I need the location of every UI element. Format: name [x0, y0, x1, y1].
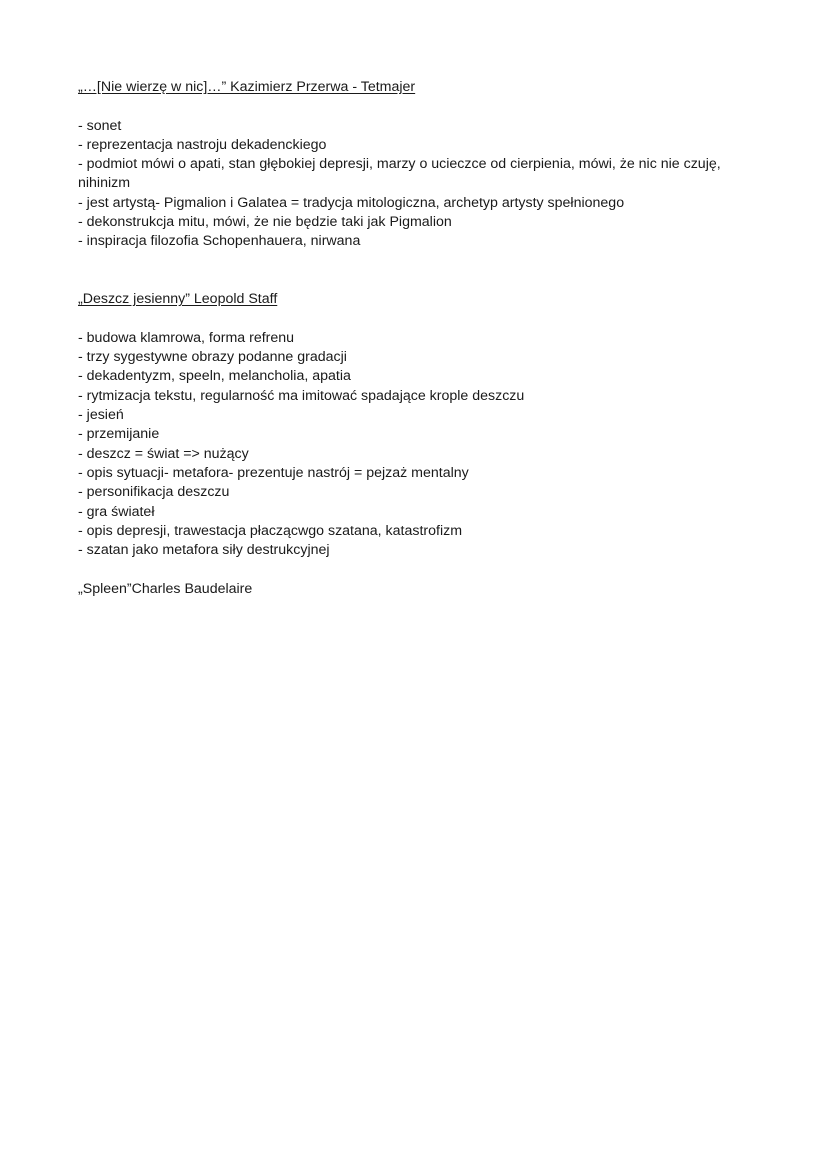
spacer	[78, 252, 756, 291]
document-body	[78, 78, 756, 599]
note-line: - przemijanie	[78, 426, 160, 443]
section-heading-staff: „Deszcz jesienny” Leopold Staff	[78, 291, 278, 308]
section-baudelaire	[78, 580, 756, 599]
note-line: - sonet	[78, 117, 122, 134]
section-heading-baudelaire: „Spleen”Charles Baudelaire	[78, 580, 253, 597]
note-line: - podmiot mówi o apati, stan głębokiej depresji, marzy o ucieczce od cierpienia, mówi, że nic nie czuję, nihinizm	[78, 156, 721, 192]
note-line: - gra świateł	[78, 503, 155, 520]
note-line: - inspiracja filozofia Schopenhauera, nirwana	[78, 233, 361, 250]
note-line: - budowa klamrowa, forma refrenu	[78, 329, 295, 346]
note-list-tetmajer	[78, 117, 756, 252]
note-line: - jesień	[78, 407, 124, 424]
note-line: - deszcz = świat => nużący	[78, 445, 249, 462]
note-line: - rytmizacja tekstu, regularność ma imitować spadające krople deszczu	[78, 387, 525, 404]
section-heading-tetmajer: „…[Nie wierzę w nic]…” Kazimierz Przerwa - Tetmajer	[78, 79, 416, 95]
note-line: - jest artystą- Pigmalion i Galatea = tradycja mitologiczna, archetyp artysty spełnionego	[78, 194, 625, 211]
note-list-staff	[78, 329, 756, 561]
spacer	[78, 310, 756, 329]
note-line: - dekadentyzm, speeln, melancholia, apatia	[78, 368, 351, 385]
note-line: - opis depresji, trawestacja płaczącwgo szatana, katastrofizm	[78, 522, 463, 539]
note-line: - szatan jako metafora siły destrukcyjnej	[78, 542, 330, 559]
spacer	[78, 560, 756, 579]
note-line: - dekonstrukcja mitu, mówi, że nie będzie taki jak Pigmalion	[78, 214, 452, 231]
section-tetmajer	[78, 78, 756, 252]
spacer	[78, 97, 756, 116]
note-line: - trzy sygestywne obrazy podanne gradacji	[78, 349, 347, 366]
note-line: - opis sytuacji- metafora- prezentuje nastrój = pejzaż mentalny	[78, 464, 469, 481]
note-line: - reprezentacja nastroju dekadenckiego	[78, 136, 327, 153]
note-line: - personifikacja deszczu	[78, 484, 230, 501]
section-staff	[78, 290, 756, 560]
